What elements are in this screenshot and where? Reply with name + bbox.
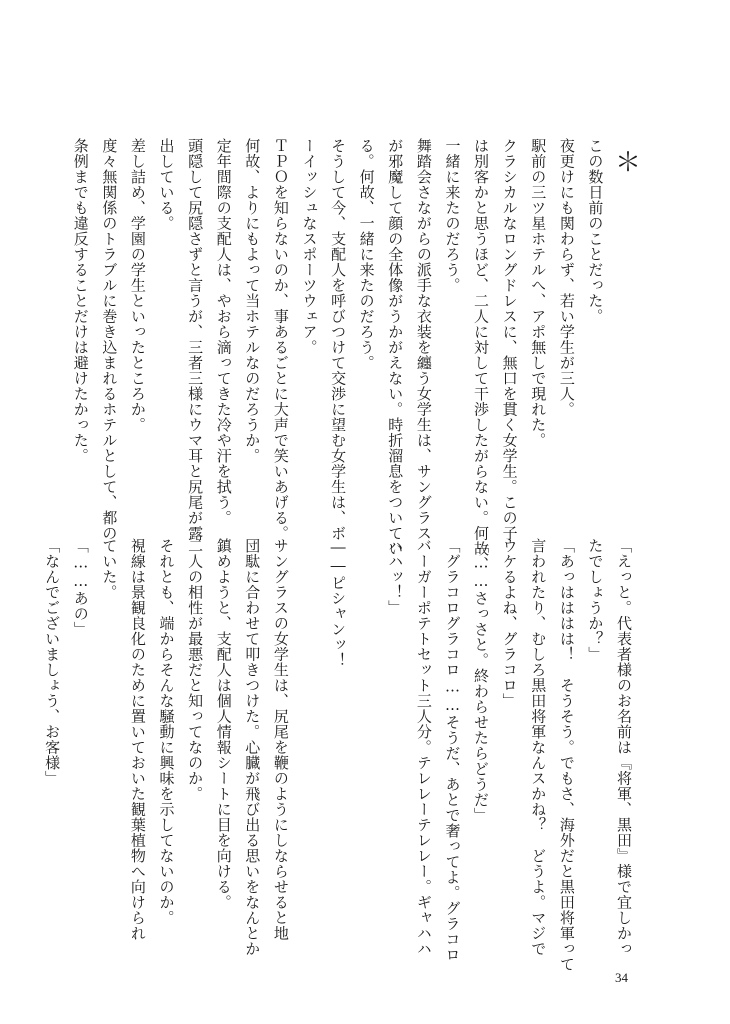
lower-text-line: 鎮めようと、支配人は個人情報シートに目を向ける。 <box>214 538 233 910</box>
upper-text-line: ＴＰＯを知らないのか、事あるごとに大声で笑いあげる。 <box>271 138 290 541</box>
lower-text-line: 二人の相性が最悪だと知ってなのか。 <box>186 538 205 802</box>
upper-text-line: 条例までも違反することだけは避けたかった。 <box>71 138 90 464</box>
lower-text-line: ウケるよね、グラコロ」 <box>500 538 519 709</box>
lower-text-line: バーガーポテトセット三人分。テレレーテレレー。ギャハハ <box>414 538 433 957</box>
lower-text-line: それとも、端からそんな騒動に興味を示してないのか。 <box>157 538 176 926</box>
upper-text-line: 夜更けにも関わらず、若い学生が三人。 <box>557 138 576 417</box>
upper-text-line: る。何故、一緒に来たのだろう。 <box>357 138 376 371</box>
lower-text-line: ハハッ！」 <box>386 538 405 616</box>
lower-text-line: 団駄に合わせて叩きつけた。心臓が飛び出る思いをなんとか <box>243 538 262 957</box>
lower-text-line: 「なんでございましょう、お客様」 <box>43 538 62 786</box>
lower-text-line: 「……さっさと。終わらせたらどうだ」 <box>472 538 491 823</box>
upper-text-line: クラシカルなロングドレスに、無口を貫く女学生。この子 <box>500 138 519 541</box>
lower-text-line: サングラスの女学生は、尻尾を鞭のようにしならせると地 <box>271 538 290 941</box>
section-break-asterisk: ＊ <box>615 148 642 178</box>
upper-text-line: は別客かと思うほど、二人に対して干渉したがらない。何故、 <box>472 138 491 572</box>
upper-text-line: 度々無関係のトラブルに巻き込まれるホテルとして、都の <box>100 138 119 541</box>
upper-text-line: この数日前のことだった。 <box>586 138 605 324</box>
lower-text-line: ――ピシャンッ！ <box>329 538 348 668</box>
upper-text-line: 一緒に来たのだろう。 <box>443 138 462 293</box>
lower-text-block <box>38 538 638 972</box>
lower-text-line: 視線は景観良化のために置いておいた観葉植物へ向けられ <box>128 538 147 941</box>
lower-text-line: 「えっと。代表者様のお名前は『将軍、黒田』様で宜しかっ <box>615 538 633 957</box>
upper-text-line: 駅前の三ツ星ホテルへ、アポ無しで現れた。 <box>529 138 548 448</box>
lower-text-line: たでしょうか？」 <box>586 538 605 662</box>
lower-text-line: 言われたり、むしろ黒田将軍なんスかね？ どうよ。マジで <box>529 538 548 957</box>
upper-text-line: ーイッシュなスポーツウェア。 <box>300 138 319 355</box>
upper-text-line: 舞踏会さながらの派手な衣装を纏う女学生は、サングラス <box>414 138 433 541</box>
lower-text-line: 「グラコログラコロ……そうだ、あとで奢ってよ。グラコロ <box>443 538 462 963</box>
upper-text-line: 頭隠して尻隠さずと言うが、三者三様にウマ耳と尻尾が露 <box>186 138 205 541</box>
lower-text-line: 「あっはははは！ そうそう。でもさ、海外だと黒田将軍って <box>557 538 576 972</box>
upper-text-line: が邪魔して顔の全体像がうかがえない。時折溜息をついてい <box>386 138 405 557</box>
upper-text-line: 何故、よりにもよって当ホテルなのだろうか。 <box>243 138 262 464</box>
upper-text-line <box>609 138 638 538</box>
lower-text-line <box>295 538 324 958</box>
page-number: 34 <box>615 970 628 985</box>
lower-text-line: ていた。 <box>100 538 119 600</box>
upper-text-line: 出している。 <box>157 138 176 231</box>
lower-text-line <box>352 538 381 958</box>
upper-text-line: 定年間際の支配人は、やおら滴ってきた冷や汗を拭う。 <box>214 138 233 526</box>
upper-text-line: 差し詰め、学園の学生といったところか。 <box>128 138 147 433</box>
lower-text-line: 「……あの」 <box>71 538 90 637</box>
upper-text-line: そうして今、支配人を呼びつけて交渉に望む女学生は、ボ <box>329 138 348 541</box>
